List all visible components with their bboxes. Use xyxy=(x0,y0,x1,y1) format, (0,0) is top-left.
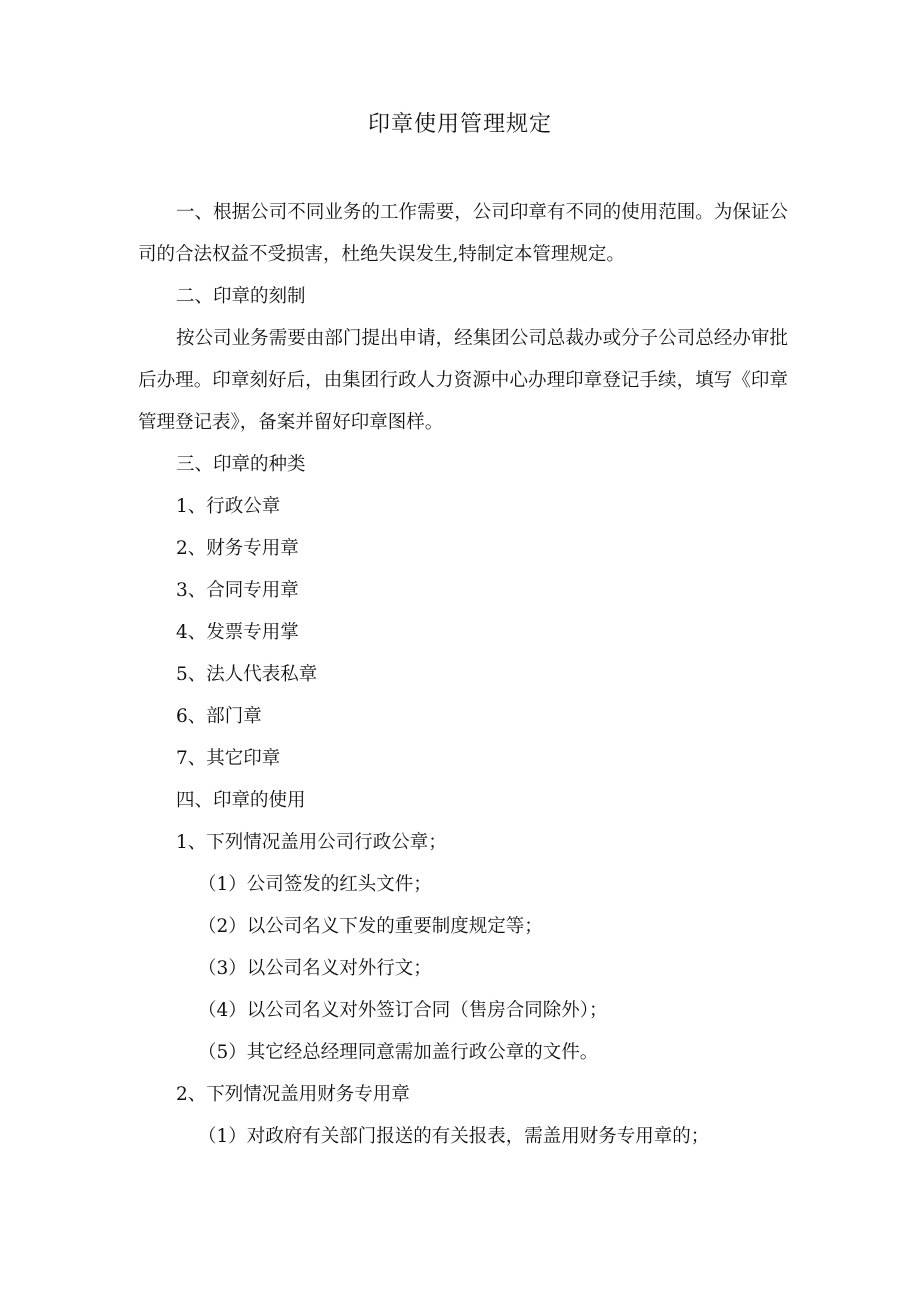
document-body xyxy=(138,192,788,1158)
section-heading-engraving: 二、印章的刻制 xyxy=(176,286,306,307)
list-item: 1、行政公章 xyxy=(176,496,281,517)
sub-list-item: （5）其它经总经理同意需加盖行政公章的文件。 xyxy=(198,1042,599,1063)
list-item: 2、下列情况盖用财务专用章 xyxy=(176,1084,410,1105)
sub-list-item: （1）对政府有关部门报送的有关报表，需盖用财务专用章的； xyxy=(198,1126,710,1147)
section-heading-types: 三、印章的种类 xyxy=(176,454,306,475)
list-item: 5、法人代表私章 xyxy=(176,664,318,685)
list-item: 3、合同专用章 xyxy=(176,580,299,601)
sub-list-item: （1）公司签发的红头文件； xyxy=(198,874,432,895)
section-heading-usage: 四、印章的使用 xyxy=(176,790,306,811)
list-item: 2、财务专用章 xyxy=(176,538,299,559)
paragraph-purpose: 一、根据公司不同业务的工作需要，公司印章有不同的使用范围。为保证公司的合法权益不受损害，杜绝失误发生,特制定本管理规定。 xyxy=(138,202,788,265)
list-item: 6、部门章 xyxy=(176,706,262,727)
document-title: 印章使用管理规定 xyxy=(367,112,552,137)
sub-list-item: （3）以公司名义对外行文； xyxy=(198,958,432,979)
list-item: 1、下列情况盖用公司行政公章； xyxy=(176,832,447,853)
sub-list-item: （2）以公司名义下发的重要制度规定等； xyxy=(198,916,543,937)
paragraph-engraving: 按公司业务需要由部门提出申请，经集团公司总裁办或分子公司总经办审批后办理。印章刻好后，由集团行政人力资源中心办理印章登记手续，填写《印章管理登记表》，备案并留好印章图样。 xyxy=(138,328,788,433)
list-item: 4、发票专用掌 xyxy=(176,622,299,643)
list-item: 7、其它印章 xyxy=(176,748,281,769)
sub-list-item: （4）以公司名义对外签订合同（售房合同除外）； xyxy=(198,1000,608,1021)
